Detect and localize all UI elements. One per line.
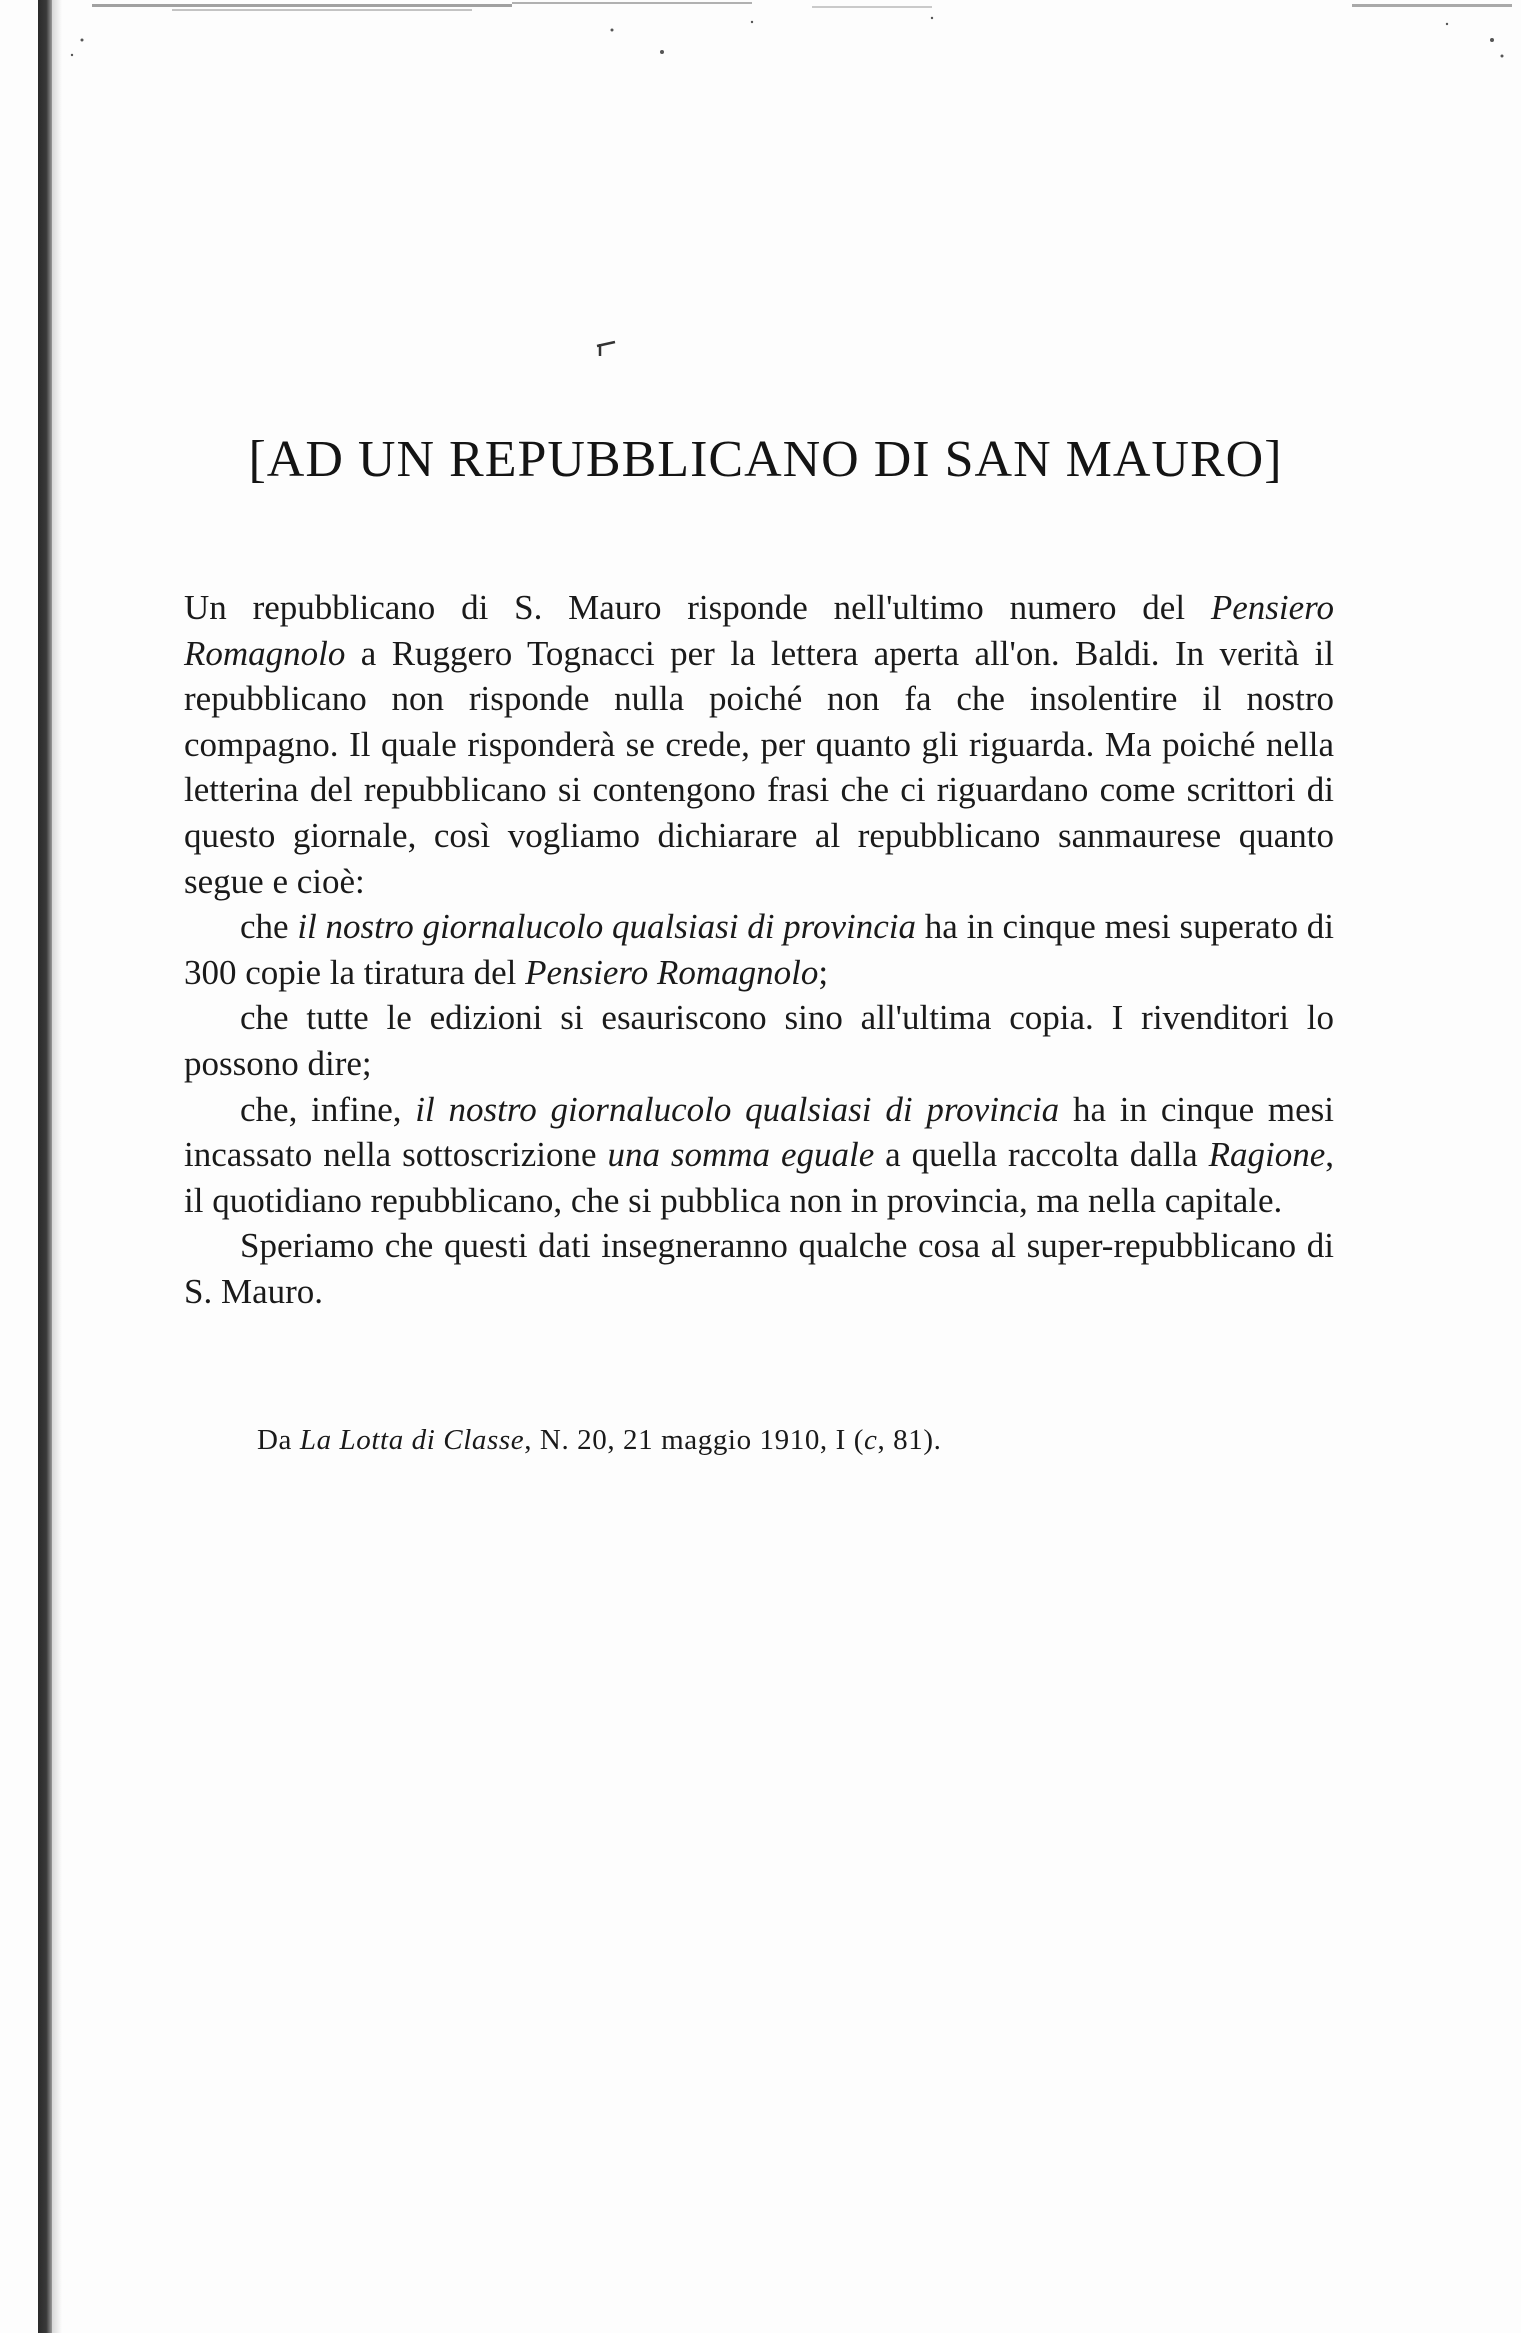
text-run: Un repubblicano di S. Mauro risponde nell'ultimo numero del (184, 588, 1211, 627)
italic-run: il nostro giornalucolo qualsiasi di provincia (297, 907, 917, 947)
text-run: , N. 20, 21 maggio 1910, I ( (524, 1424, 864, 1456)
binding-edge (38, 0, 52, 2333)
paragraph (184, 1223, 1334, 1314)
text-run: Da (257, 1424, 300, 1456)
italic-run: Ragione (1208, 1135, 1326, 1175)
italic-run: Pensiero Romagnolo (184, 588, 1334, 673)
italic-run: Pensiero Romagnolo (525, 952, 819, 992)
source-citation (257, 1424, 1257, 1457)
binding-shadow (52, 0, 62, 2333)
text-run: , 81). (877, 1424, 942, 1456)
text-run: a quella raccolta dalla (874, 1135, 1209, 1175)
paragraph (184, 585, 1334, 904)
text-run: che, infine, (240, 1089, 416, 1129)
print-mark (595, 340, 619, 358)
paragraph (184, 904, 1334, 995)
page-title: [AD UN REPUBBLICANO DI SAN MAURO] (248, 431, 1283, 488)
text-run: ; (818, 952, 829, 992)
italic-run: La Lotta di Classe (299, 1424, 525, 1456)
italic-run: c (864, 1424, 878, 1456)
text-run: a Ruggero Tognacci per la lettera aperta all'on. Baldi. In verità il repubblicano non risponde nulla poiché non fa che insolentire il nostro compagno. Il quale risponderà se crede, per quanto gli riguarda. Ma poiché nella letterina del repubblicano si contengono frasi che ci riguardano come scrittori di questo giornale, così vogliamo dichiarare al repubblicano sanmaurese quanto segue e cioè: (184, 633, 1334, 901)
text-run: , il quotidiano repubblicano, che si pubblica non in provincia, ma nella capitale. (184, 1135, 1335, 1220)
text-run: che (240, 907, 298, 947)
paragraph (184, 995, 1334, 1086)
text-run: ha in cinque mesi incassato nella sottoscrizione (184, 1089, 1335, 1175)
text-run: che tutte le edizioni si esauriscono sino all'ultima copia. I rivenditori lo possono dire; (184, 998, 1334, 1083)
paragraph (184, 1087, 1334, 1224)
scan-noise (52, 0, 1521, 60)
body-text (184, 585, 1334, 1315)
italic-run: il nostro giornalucolo qualsiasi di provincia (415, 1089, 1060, 1129)
italic-run: una somma eguale (607, 1135, 875, 1175)
text-run: Speriamo che questi dati insegneranno qualche cosa al super-repubblicano di S. Mauro. (184, 1226, 1334, 1311)
text-run: ha in cinque mesi superato di 300 copie la tiratura del (184, 907, 1335, 992)
